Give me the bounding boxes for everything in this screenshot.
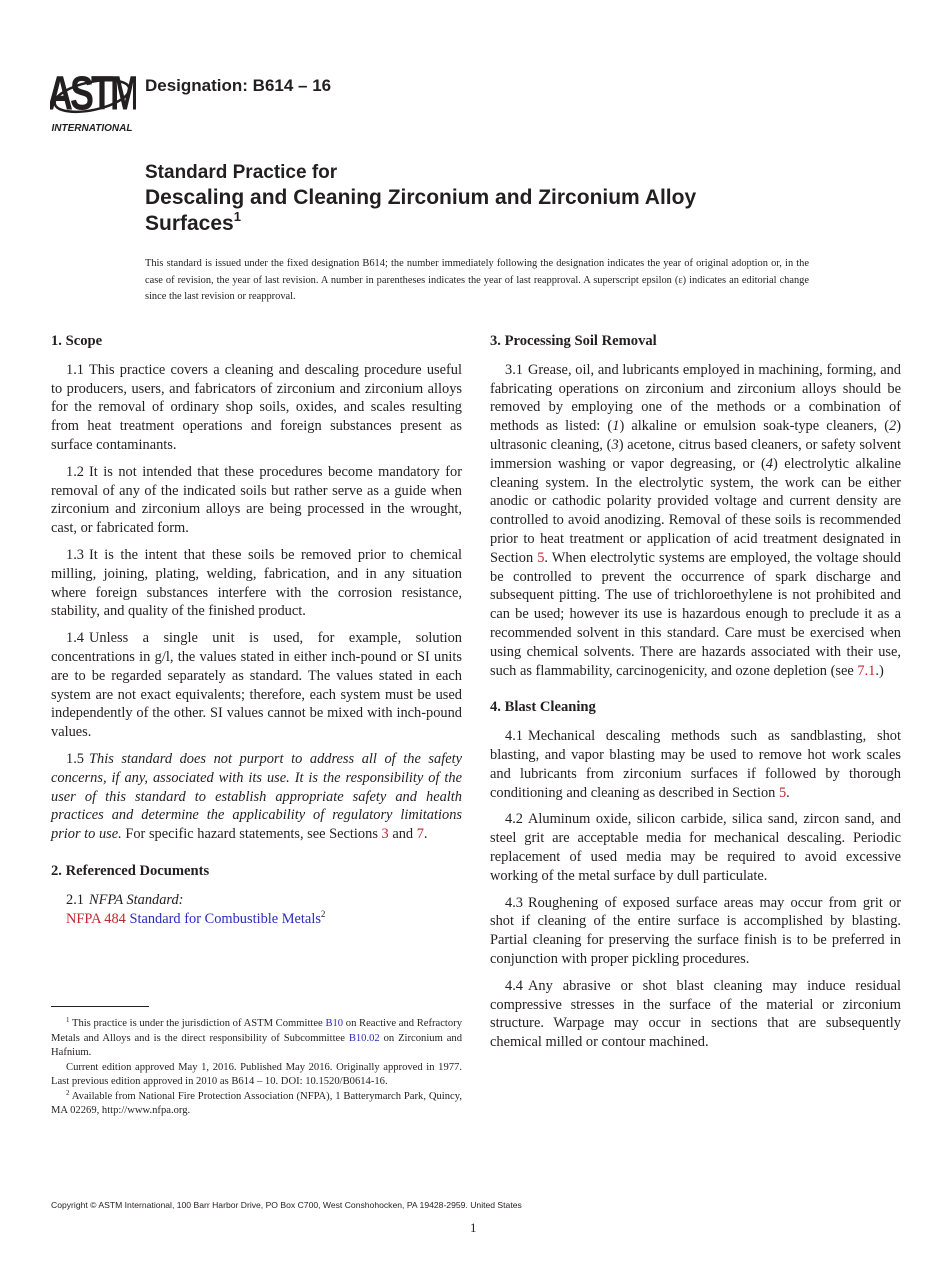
paragraph-4-1: 4.1 Mechanical descaling methods such as sandblasting, shot blasting, and vapor blasting may be used to remove hot work scales and lubricants from zirconium surfaces if followed by thorough conditioning and cleaning as described in Section 5. xyxy=(490,728,901,801)
reference-nfpa-484 xyxy=(51,910,462,929)
footnote-ref-1[interactable]: 1 xyxy=(233,209,241,224)
section-heading-processing-soil-removal: 3. Processing Soil Removal xyxy=(490,333,657,349)
committee-b10-link[interactable]: B10 xyxy=(325,1018,344,1029)
document-title xyxy=(145,161,845,237)
paragraph-2-1: 2.1 NFPA Standard: xyxy=(66,891,184,908)
section-link-5[interactable]: 5 xyxy=(537,549,545,566)
paragraph-1-1: 1.1 This practice covers a cleaning and descaling procedure useful to producers, users, and fabricators of zirconium and zirconium alloys for the removal of ordinary shop soils, oxides, and scales resulting from heat treatment operations and foreign substances present as surface contaminants. xyxy=(51,361,462,453)
title-line-2: Surfaces$^1$ xyxy=(145,209,241,235)
astm-logo xyxy=(50,58,136,134)
left-column xyxy=(51,332,462,928)
section-heading-referenced-documents: 2. Referenced Documents xyxy=(51,862,210,879)
svg-text:INTERNATIONAL: INTERNATIONAL xyxy=(51,123,133,134)
section-link-7-1[interactable]: 7.1 xyxy=(857,662,876,679)
footnote-ref-2[interactable]: 2 xyxy=(320,908,326,919)
subcommittee-b10-02-link[interactable]: B10.02 xyxy=(348,1032,380,1044)
page-number: 1 xyxy=(470,1220,477,1235)
paragraph-3-1: 3.1 Grease, oil, and lubricants employed in machining, forming, and fabricating operations on zirconium and zirconium alloys should be removed by employing one of the methods or a combination of methods as listed: (1) alkaline or emulsion soak-type cleaners, (2) ultrasonic cleaning, (3) acetone, citrus based cleaners, or safety solvent immersion washing or vapor degreasing, or (4) electrolytic alkaline cleaning system. In the electrolytic system, the work can be either anodic or cathodic polarity provided voltage and current density are controlled to avoid anodizing. Removal of these soils is recommended prior to heat treatment or application of acid treatment designated in Section 5. When electrolytic systems are employed, the voltage should be controlled to prevent the occurrence of spark discharge and subsequent pitting. The use of trichloroethylene is not prohibited and can be used; however its use is hazardous enough to preclude it as a recommended solvent in this standard. Care must be exercised when using chemical solvents. There are hazards associated with their use, such as flammability, carcinogenicity, and ozone depletion (see 7.1.) xyxy=(490,361,902,679)
astm-logo-icon xyxy=(50,58,136,134)
paragraph-4-4: 4.4 Any abrasive or shot blast cleaning may induce residual compressive stresses in the surface of the material or zirconium structure. Warpage may occur in sections that are subsequently chemical milled or contour machined. xyxy=(490,977,901,1051)
nfpa-484-link[interactable]: NFPA 484 xyxy=(66,910,126,927)
section-link-7[interactable]: 7 xyxy=(416,826,424,843)
section-link-5b[interactable]: 5 xyxy=(778,784,787,801)
designation: Designation: B614 – 16 xyxy=(145,76,332,95)
footnote-edition: Current edition approved May 1, 2016. Published May 2016. Originally approved in 1977. Last previous edition approved in 2010 as B614 – 10. DOI: 10.1520/B0614-16. xyxy=(51,1061,462,1087)
nfpa-484-title-link[interactable]: Standard for Combustible Metals xyxy=(129,910,321,927)
paragraph-4-3: 4.3 Roughening of exposed surface areas may occur from grit or shot if cleaning of the entire surface is accomplished by blasting. Partial cleaning for preserving the surface finish is to be preferred in conjunction with proper pickling procedures. xyxy=(490,894,901,967)
paragraph-1-3: 1.3 It is the intent that these soils be removed prior to chemical milling, joining, plating, welding, fabrication, and in any situation where foreign substances interfere with the corrosion resistance, stability, and quality of the finished product. xyxy=(51,546,462,620)
paragraph-1-5: 1.5 This standard does not purport to address all of the safety concerns, if any, associated with its use. It is the responsibility of the user of this standard to establish appropriate safety and health practices and determine the applicability of regulatory limitations prior to use. For specific hazard statements, see Sections 3 and 7. xyxy=(51,750,462,843)
title-prefix: Standard Practice for xyxy=(145,162,338,183)
svg-text:ASTM: ASTM xyxy=(50,66,136,121)
paragraph-1-4: 1.4 Unless a single unit is used, for example, solution concentrations in g/l, the values stated in either inch-pound or SI units are to be regarded separately as standard. The values stated in each system are not exact equivalents; therefore, each system must be used independently of the other. SI values cannot be mixed with inch-pound values. xyxy=(51,630,462,741)
section-link-3[interactable]: 3 xyxy=(381,826,389,843)
paragraph-1-2: 1.2 It is not intended that these procedures become mandatory for removal of any of the indicated soils but rather serve as a guide when zirconium and zirconium alloys are being processed in the wrought, cast, or fabricated form. xyxy=(51,463,462,537)
copyright-notice: Copyright © ASTM International, 100 Barr Harbor Drive, PO Box C700, West Conshohocken, PA 19428-2959. United States xyxy=(51,1200,522,1210)
section-heading-blast-cleaning: 4. Blast Cleaning xyxy=(490,699,596,716)
footnote-1: $^1$ This practice is under the jurisdiction of ASTM Committee B10 on Reactive and Refractory Metals and Alloys and is the direct responsibility of Subcommittee B10.02 on Zirconium and Hafnium. xyxy=(51,1016,463,1058)
title-line-1: Descaling and Cleaning Zirconium and Zirconium Alloy xyxy=(145,186,697,209)
footnote-2: $^2$ Available from National Fire Protection Association (NFPA), 1 Batterymarch Park, Quincy, MA 02269, http://www.nfpa.org. xyxy=(51,1088,462,1116)
section-heading-scope: 1. Scope xyxy=(51,333,103,349)
footnotes xyxy=(51,1017,462,1119)
footnote-divider xyxy=(51,1006,149,1007)
right-column xyxy=(490,332,901,1060)
paragraph-4-2: 4.2 Aluminum oxide, silicon carbide, silica sand, zircon sand, and steel grit are acceptable media for mechanical descaling. Periodic replacement of used media may be required to avoid excessive working of the metal surface by dull particulate. xyxy=(490,811,901,884)
issuance-notice: This standard is issued under the fixed designation B614; the number immediately following the designation indicates the year of original adoption or, in the case of revision, the year of last revision. A number in parentheses indicates the year of last reapproval. A superscript epsilon (ε) indicates an editorial change since the last revision or reapproval. xyxy=(145,258,809,302)
